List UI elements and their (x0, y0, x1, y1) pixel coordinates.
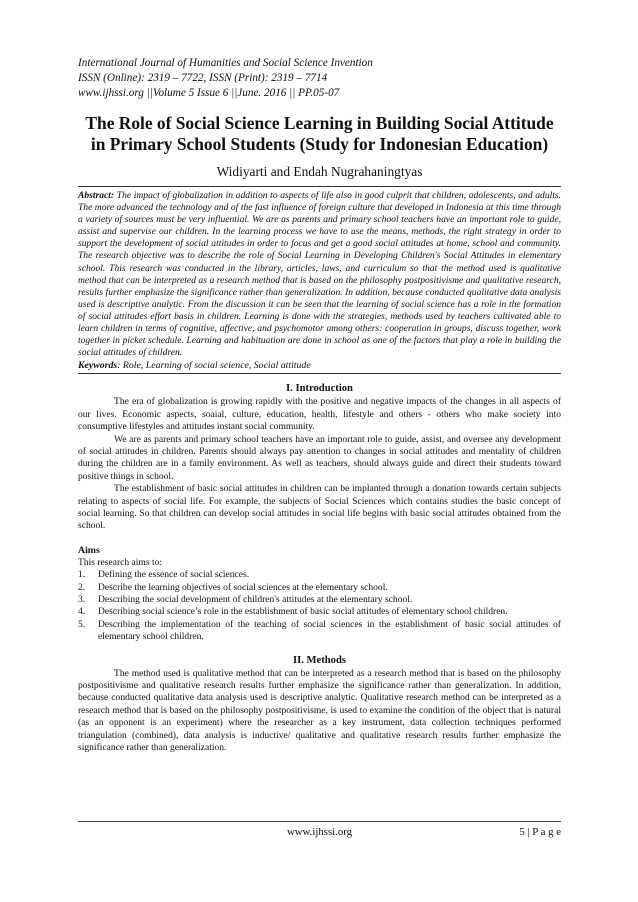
section-heading-introduction: I. Introduction (286, 383, 353, 395)
aims-item-text: Describing the implementation of the teaching of social sciences in the establishment of basic social attitudes of elementary school children. (98, 618, 561, 643)
journal-issn: ISSN (Online): 2319 – 7722, ISSN (Print): 2319 – 7714 (78, 72, 328, 84)
aims-list (78, 569, 561, 643)
footer-rule (78, 821, 561, 822)
aims-item-text: Describing the social development of children's attitudes at the elementary school. (98, 594, 413, 605)
footer-website: www.ijhssi.org (286, 826, 353, 838)
abstract (78, 190, 561, 359)
methods-paragraph: The method used is qualitative method that can be interpreted as a research method that is based on the philosophy postpositivisme and qualitative research results further emphasize the significance rather than generalization. In addition, because conducted qualitative data analysis used is descriptive analytic. Qualitative research method can be interpreted as a research method that is based on the philosophy postpositivisme, is used to examine the condition of the object that is natural (as an opponent is an experiment) where the researcher as a key instrument, data collection techniques performed triangulation (combined), data analysis is inductive/ qualitative and qualitative research results further emphasize the significance rather than generalization. (78, 667, 561, 754)
aims-list-item (78, 582, 561, 594)
keywords-text: : Role, Learning of social science, Social attitude (117, 360, 311, 372)
journal-volume: www.ijhssi.org ||Volume 5 Issue 6 ||June. 2016 || PP.05-07 (78, 87, 340, 99)
paper-title: The Role of Social Science Learning in Building Social Attitude in Primary School Students (Study for Indonesian Education) (85, 113, 554, 154)
aims-list-item (78, 594, 561, 606)
aims-list-item (78, 619, 561, 644)
aims-item-number: 5. (78, 618, 86, 630)
aims-heading: Aims (78, 544, 100, 556)
paper-authors: Widiyarti and Endah Nugrahaningtyas (216, 164, 423, 179)
aims-item-text: Describing social science’s role in the establishment of basic social attitudes of elementary school children. (98, 606, 508, 618)
section-heading-methods: II. Methods (293, 654, 346, 666)
keywords-label: Keywords (78, 360, 118, 372)
aims-item-text: Describe the learning objectives of social sciences at the elementary school. (98, 581, 388, 593)
intro-paragraph: We are as parents and primary school teachers have an important role to guide, assist, and oversee any development of social attitudes in children. Parents should always pay attention to changes in social attitudes and mentality of children during the children are in a family environment. As well as teachers, should always guide and direct their students toward positive things in school. (78, 433, 561, 482)
footer-page-number: 5 | P a g e (519, 826, 561, 838)
aims-item-text: Defining the essence of social sciences. (98, 569, 250, 581)
keywords (78, 359, 561, 372)
journal-name: International Journal of Humanities and Social Science Invention (78, 57, 373, 69)
aims-item-number: 1. (78, 569, 86, 581)
abstract-top-rule (78, 186, 561, 187)
aims-intro: This research aims to: (78, 556, 163, 568)
aims-list-item (78, 606, 561, 618)
intro-paragraph: The era of globalization is growing rapidly with the positive and negative impacts of the changes in all aspects of our lives. Economic aspects, soaial, culture, education, health, lifestyle and others - others who make society into consumptive lifestyles and attitudes instant social community. (78, 396, 561, 433)
aims-item-number: 4. (78, 606, 86, 618)
keywords-bottom-rule (78, 373, 561, 374)
aims-item-number: 2. (78, 581, 86, 593)
aims-list-item (78, 569, 561, 581)
aims-item-number: 3. (78, 594, 86, 605)
abstract-text: The impact of globalization in addition to aspects of life also in good culprit that children, adolescents, and adults. The more advanced the technology and of the fast influence of foreign culture that developed in Indonesia at this time through a variety of sources must be very influential. We are as parents and primary school teachers have an important role to guide, assist and supervise our children. In the learning process we have to use the means, methods, the right strategy in order to support the development of social attitudes in order to focus and get a good social attitudes at home, school and community. The research objective was to describe the role of Social Learning in Developing Children's Social Attitudes in elementary school. This research was conducted in the library, articles, laws, and curriculum so that the method used is qualitative method that can be interpreted as a research method that is based on the philosophy postpositivisme and qualitative research, results further emphasize the significance rather than generalization. In addition, because conducted qualitative data analysis used is descriptive analytic. From the discussion it can be seen that the learning of social science has a role in the formation of social attitudes effort basis in children. Learning is done with the strategies, methods used by teachers cultivated able to learn children in terms of cognitive, affective, and psychomotor among others: cooperation in groups, discuss together, work together in picket schedule. Learning and habituation are done in school as one of the factors that play a role in building the social attitudes of children. (78, 190, 561, 359)
page-footer (78, 826, 561, 840)
intro-paragraph: The establishment of basic social attitudes in children can be implanted through a donation towards certain subjects relating to aspects of social life. For example, the subjects of Social Sciences which contains studies the basic concept of social learning. So that children can develop social attitudes in social life begins with basic social attitudes obtained from the school. (78, 483, 561, 532)
abstract-label: Abstract: (78, 190, 115, 201)
paper-page (78, 56, 561, 754)
journal-header (78, 56, 561, 101)
